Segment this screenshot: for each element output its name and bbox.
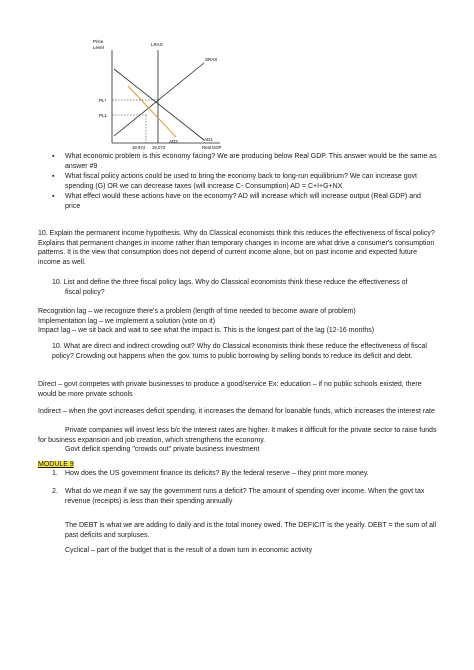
implementation-lag: Implementation lag – we implement a solution (vote on it) [38,317,216,325]
bullet-dot-icon: ▪ [52,153,55,160]
y-axis-label-2: Level [93,45,104,50]
module-title: MODULE 9 [38,461,74,468]
bullet-dot-icon: ▪ [52,173,55,181]
sras-line [114,63,204,136]
x-axis-label: Real GDP [202,145,222,150]
q10-lags-line1: 10. List and define the three fiscal policy lags. Why do Classical economists think these reduce the effectiveness of [52,279,408,286]
lags-list [38,307,438,336]
debt-definition: The DEBT is what we are adding to daily and is the total money owed. The DEFICIT is the yearly. DEBT = the sum of all past deficits and surpluses. [65,522,437,539]
q10-crowding-out: 10. What are direct and indirect crowding out? Why do Classical economists think these reduce the effectiveness of fiscal policy? Crowding out happens when the gov. turns to public borrowing by selling bonds to reduce its deficit and debt. [52,343,427,360]
ad-as-graph [90,36,225,154]
q10-permanent-income: 10. Explain the permanent income hypothesis. Why do Classical economists think this reduces the effectiveness of fiscal policy? Explains that permanent changes in income rather than temporary changes in income are what drive a consumer's consumption patterns. It is the view that consumption does not depend of current income alone, but on past income and expected future income as well. [38,230,435,266]
bullet-item: ▪ What effect would these actions have on the economy? AD will increase which will increase output (Real GDP) and price [52,193,421,210]
module-q1: 1. How does the US government finance its deficits? By the federal reserve – they print more money. [52,470,369,477]
impact-lag: Impact lag – we sit back and wait to see what the impact is. This is the longest part of the lag (12-16 months) [38,327,375,335]
cyclical-definition: Cyclical – part of the budget that is the result of a down turn in economic activity [65,547,313,554]
direct-crowding: Direct – govt competes with private businesses to produce a good/service Ex: education – if no public schools existed, there would be more private schools [38,381,422,398]
bullet-item: ▪ What economic problem is this economy facing? We are producing below Real GDP. This answer would be the same as answer #9 [52,153,437,170]
ad1-line [114,69,204,140]
ad2-line [128,86,176,137]
bullet-item: ▪ What fiscal policy actions could be used to bring the economy back to long-run equilibrium? We can increase govt spending (G) OR we can decrease taxes (will increase C- Consumption) AD = C+I+G+NX [52,173,418,190]
question-bullets [52,152,437,213]
x-tick-1: 18,974 [132,145,146,150]
module-q2: 2. What do we mean if we say the government runs a deficit? The amount of spending over income. When the govt tax revenue (receipts) is less than their spending annually [52,488,425,505]
x-tick-2: 19,073 [152,145,166,150]
y-axis-label-1: Price [93,39,104,44]
lras-label: LRAS [151,42,163,47]
recognition-lag: Recognition lag – we recognize there's a problem (length of time needed to become aware of problem) [38,308,356,315]
pl1-label: PL1 [99,113,108,118]
pl-star-label: PL* [99,98,107,103]
q10-lags-line2: fiscal policy? [65,288,105,296]
indirect-crowding: Indirect – when the govt increases deficit spending, it increases the demand for loanable funds, which increases the interest rate [38,408,435,415]
ad1-label: AD1 [204,137,213,142]
ad2-label: AD2 [169,139,178,144]
sras-label: SRAS [205,57,218,62]
bullet-dot-icon: ▪ [52,193,55,201]
private-investment: Private companies will invest less b/c the interest rates are higher. It makes it difficult for the private sector to raise funds for business expansion and job creation, which strengthens the economy. [38,427,437,444]
govt-crowds-out: Govt deficit spending "crowds out" private business investment [65,446,260,453]
q10-lags-heading [52,278,438,297]
